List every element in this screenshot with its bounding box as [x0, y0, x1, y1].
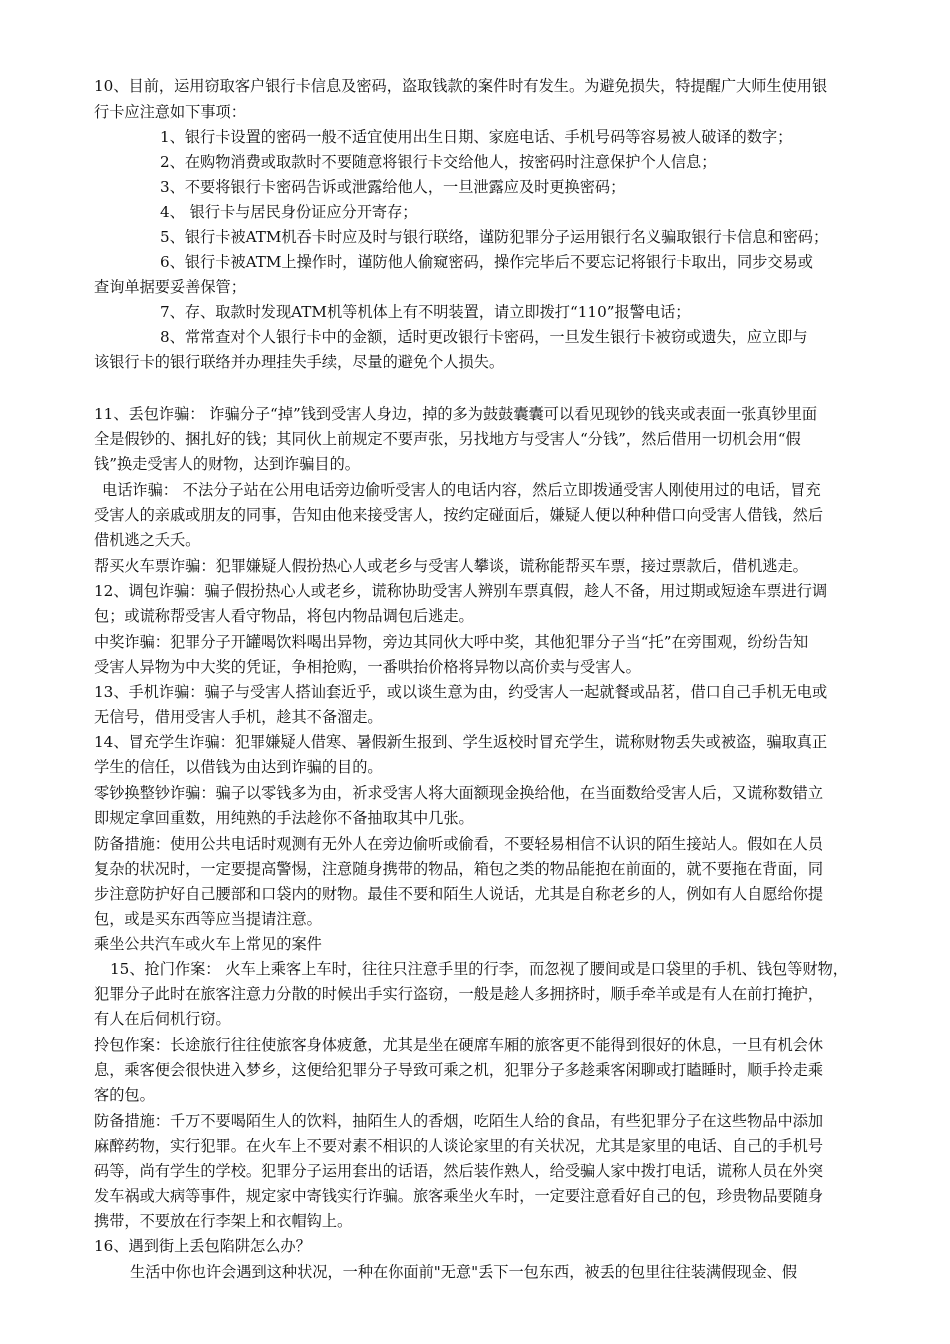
paragraph-10-line-2: 行卡应注意如下事项：	[94, 103, 246, 121]
ticket-scam: 帮买火车票诈骗：犯罪嫌疑人假扮热心人或老乡与受害人攀谈，谎称能帮买车票，接过票款后，借机逃走。	[94, 557, 808, 575]
bank-tip-4: 4、 银行卡与居民身份证应分开寄存；	[160, 203, 418, 221]
lottery-scam-line-1: 中奖诈骗：犯罪分子开罐喝饮料喝出异物，旁边其同伙大呼中奖，其他犯罪分子当“托”在旁围观，纷纷告知	[94, 633, 809, 651]
paragraph-15-line-3: 有人在后伺机行窃。	[94, 1010, 231, 1028]
paragraph-11-line-2: 全是假钞的、捆扎好的钱；其同伙上前规定不要声张，另找地方与受害人“分钱”，然后借用一切机会用“假	[94, 430, 801, 448]
phone-scam-line-2: 受害人的亲戚或朋友的同事，告知由他来接受害人，按约定碰面后，嫌疑人便以种种借口向受害人借钱，然后	[94, 506, 823, 524]
prevention-2-line-5: 携带，不要放在行李架上和衣帽钩上。	[94, 1212, 353, 1230]
paragraph-16-heading: 16、遇到街上丢包陷阱怎么办？	[94, 1237, 311, 1255]
bag-theft-line-1: 拎包作案：长途旅行往往使旅客身体疲惫，尤其是坐在硬席车厢的旅客更不能得到很好的休息，一旦有机会休	[94, 1036, 823, 1054]
bank-tip-1: 1、银行卡设置的密码一般不适宜使用出生日期、家庭电话、手机号码等容易被人破译的数字；	[160, 128, 793, 146]
bag-theft-line-3: 客的包。	[94, 1086, 155, 1104]
paragraph-13-line-1: 13、手机诈骗：骗子与受害人搭讪套近乎，或以谈生意为由，约受害人一起就餐或品茗，借口自己手机无电或	[94, 683, 828, 701]
paragraph-12-line-2: 包；或谎称帮受害人看守物品，将包内物品调包后逃走。	[94, 607, 474, 625]
prevention-2-line-4: 发车祸或大病等事件，规定家中寄钱实行诈骗。旅客乘坐火车时，一定要注意看好自己的包，珍贵物品要随身	[94, 1187, 823, 1205]
paragraph-15-line-2: 犯罪分子此时在旅客注意力分散的时候出手实行盗窃，一般是趁人多拥挤时，顺手牵羊或是有人在前打掩护，	[94, 985, 823, 1003]
section-heading-transport: 乘坐公共汽车或火车上常见的案件	[94, 935, 322, 953]
bank-tip-7: 7、存、取款时发现ATM机等机体上有不明装置，请立即拨打“110”报警电话；	[160, 303, 691, 321]
paragraph-11-line-1: 11、丢包诈骗： 诈骗分子“掉”钱到受害人身边，掉的多为鼓鼓囊囊可以看见现钞的钱夹或表面一张真钞里面	[94, 405, 818, 423]
bank-tip-3: 3、不要将银行卡密码告诉或泄露给他人，一旦泄露应及时更换密码；	[160, 178, 626, 196]
bank-tip-8-line-2: 该银行卡的银行联络并办理挂失手续，尽量的避免个人损失。	[94, 353, 505, 371]
paragraph-11-line-3: 钱”换走受害人的财物，达到诈骗目的。	[94, 455, 360, 473]
paragraph-15-line-1: 15、抢门作案： 火车上乘客上车时，往往只注意手里的行李，而忽视了腰间或是口袋里的手机、钱包等财物，	[110, 960, 848, 978]
prevention-1-line-3: 步注意防护好自己腰部和口袋内的财物。最佳不要和陌生人说话，尤其是自称老乡的人，例如有人自愿给你提	[94, 885, 823, 903]
phone-scam-line-3: 借机逃之夭夭。	[94, 531, 201, 549]
lottery-scam-line-2: 受害人异物为中大奖的凭证，争相抢购，一番哄抬价格将异物以高价卖与受害人。	[94, 658, 641, 676]
paragraph-16-line-1: 生活中你也许会遇到这种状况，一种在你面前"无意"丢下一包东西，被丢的包里往往装满假现金、假	[130, 1263, 798, 1281]
prevention-2-line-2: 麻醉药物，实行犯罪。在火车上不要对素不相识的人谈论家里的有关状况，尤其是家里的电话、自己的手机号	[94, 1137, 823, 1155]
bank-tip-6-line-2: 查询单据要妥善保管；	[94, 278, 246, 296]
bag-theft-line-2: 息，乘客便会很快进入梦乡，这便给犯罪分子导致可乘之机，犯罪分子多趁乘客闲聊或打瞌睡时，顺手拎走乘	[94, 1061, 823, 1079]
paragraph-10-line-1: 10、目前，运用窃取客户银行卡信息及密码，盗取钱款的案件时有发生。为避免损失，特提醒广大师生使用银	[94, 77, 828, 95]
bank-tip-5: 5、银行卡被ATM机吞卡时应及时与银行联络，谨防犯罪分子运用银行名义骗取银行卡信息和密码；	[160, 228, 829, 246]
prevention-1-line-4: 包，或是买东西等应当提请注意。	[94, 910, 322, 928]
phone-scam-line-1: 电话诈骗： 不法分子站在公用电话旁边偷听受害人的电话内容，然后立即拨通受害人刚使用过的电话，冒充	[102, 481, 821, 499]
paragraph-13-line-2: 无信号，借用受害人手机，趁其不备溜走。	[94, 708, 383, 726]
prevention-2-line-1: 防备措施：千万不要喝陌生人的饮料，抽陌生人的香烟，吃陌生人给的食品，有些犯罪分子在这些物品中添加	[94, 1112, 823, 1130]
prevention-1-line-1: 防备措施：使用公共电话时观测有无外人在旁边偷听或偷看，不要轻易相信不认识的陌生接站人。假如在人员	[94, 835, 823, 853]
bank-tip-6-line-1: 6、银行卡被ATM上操作时，谨防他人偷窥密码，操作完毕后不要忘记将银行卡取出，同步交易或	[160, 253, 813, 271]
paragraph-14-line-1: 14、冒充学生诈骗：犯罪嫌疑人借寒、暑假新生报到、学生返校时冒充学生，谎称财物丢失或被盗，骗取真正	[94, 733, 828, 751]
change-scam-line-2: 即规定拿回重数，用纯熟的手法趁你不备抽取其中几张。	[94, 809, 474, 827]
paragraph-12-line-1: 12、调包诈骗：骗子假扮热心人或老乡，谎称协助受害人辨别车票真假，趁人不备，用过期或短途车票进行调	[94, 582, 828, 600]
paragraph-14-line-2: 学生的信任，以借钱为由达到诈骗的目的。	[94, 758, 383, 776]
prevention-1-line-2: 复杂的状况时，一定要提高警惕，注意随身携带的物品，箱包之类的物品能抱在前面的，就不要拖在背面，同	[94, 860, 823, 878]
change-scam-line-1: 零钞换整钞诈骗：骗子以零钱多为由，祈求受害人将大面额现金换给他，在当面数给受害人后，又谎称数错立	[94, 784, 823, 802]
bank-tip-8-line-1: 8、常常查对个人银行卡中的金额，适时更改银行卡密码，一旦发生银行卡被窃或遗失，应立即与	[160, 328, 808, 346]
prevention-2-line-3: 码等，尚有学生的学校。犯罪分子运用套出的话语，然后装作熟人，给受骗人家中拨打电话，谎称人员在外突	[94, 1162, 823, 1180]
bank-tip-2: 2、在购物消费或取款时不要随意将银行卡交给他人，按密码时注意保护个人信息；	[160, 153, 717, 171]
